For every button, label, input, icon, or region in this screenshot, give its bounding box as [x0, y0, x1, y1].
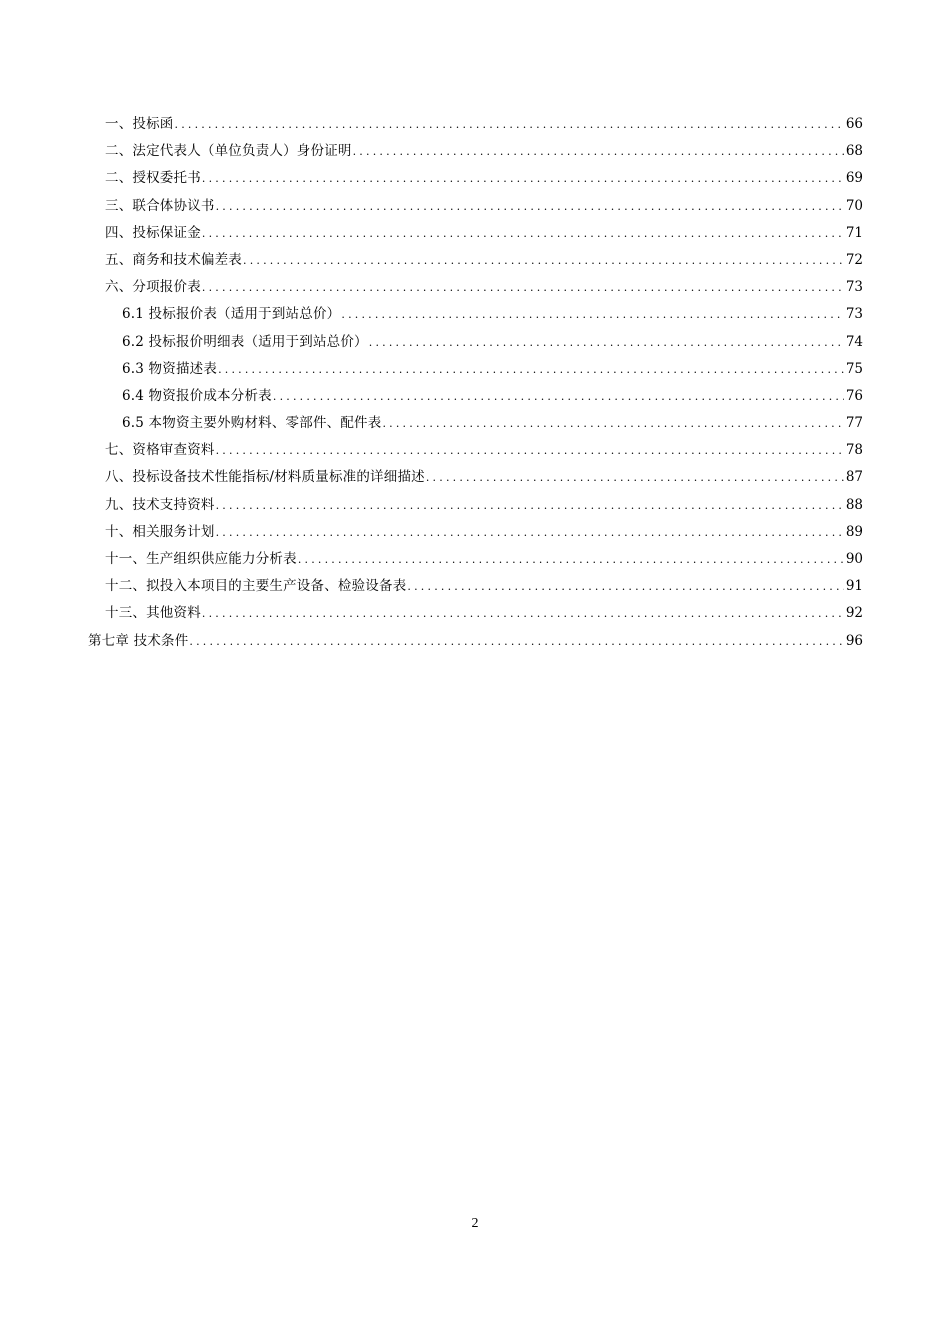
toc-entry-supply-capacity[interactable]	[0, 546, 950, 573]
toc-dot-leader	[218, 356, 844, 383]
toc-dot-leader	[426, 464, 844, 491]
table-of-contents	[0, 111, 950, 655]
toc-entry-6-1-bid-quotation[interactable]	[0, 301, 950, 328]
toc-entry-deviation-table[interactable]	[0, 247, 950, 274]
toc-dot-leader	[202, 274, 844, 301]
toc-entry-title: 四、投标保证金	[105, 224, 201, 241]
toc-dot-leader	[202, 220, 844, 247]
toc-entry-legal-representative-id[interactable]	[0, 138, 950, 165]
toc-entry-title: 十一、生产组织供应能力分析表	[105, 551, 297, 567]
toc-entry-page: 72	[845, 251, 863, 268]
toc-dot-leader	[382, 410, 843, 437]
toc-dot-leader	[216, 437, 844, 464]
toc-entry-6-5-purchased-parts[interactable]	[0, 410, 950, 437]
toc-entry-title: 三、联合体协议书	[105, 197, 215, 214]
toc-entry-6-4-cost-analysis[interactable]	[0, 383, 950, 410]
toc-entry-page: 78	[845, 442, 863, 459]
toc-entry-production-equipment[interactable]	[0, 573, 950, 600]
toc-entry-title: 二、授权委托书	[105, 170, 201, 187]
page-number: 2	[471, 1216, 479, 1231]
toc-entry-power-of-attorney[interactable]	[0, 165, 950, 192]
toc-entry-page: 90	[845, 551, 863, 567]
toc-dot-leader	[202, 165, 844, 192]
toc-entry-6-3-material-description[interactable]	[0, 356, 950, 383]
toc-dot-leader	[243, 247, 844, 274]
toc-dot-leader	[189, 628, 843, 655]
toc-dot-leader	[216, 519, 844, 546]
toc-entry-title: 6.4 物资报价成本分析表	[122, 387, 272, 404]
toc-entry-page: 71	[845, 224, 863, 241]
toc-entry-service-plan[interactable]	[0, 519, 950, 546]
toc-entry-title: 六、分项报价表	[105, 279, 201, 296]
toc-entry-page: 92	[845, 605, 863, 622]
toc-entry-page: 70	[845, 197, 863, 214]
toc-dot-leader	[341, 301, 843, 328]
toc-dot-leader	[369, 329, 844, 356]
toc-entry-other-documents[interactable]	[0, 600, 950, 627]
toc-entry-title: 6.5 本物资主要外购材料、零部件、配件表	[122, 415, 382, 432]
toc-entry-title: 八、投标设备技术性能指标/材料质量标准的详细描述	[105, 469, 425, 486]
toc-entry-title: 一、投标函	[105, 116, 174, 132]
toc-dot-leader	[273, 383, 844, 410]
toc-entry-title: 五、商务和技术偏差表	[105, 251, 242, 268]
toc-entry-qualification-documents[interactable]	[0, 437, 950, 464]
toc-entry-page: 96	[845, 632, 863, 649]
toc-entry-bid-letter[interactable]	[0, 111, 950, 138]
toc-entry-technical-support[interactable]	[0, 492, 950, 519]
toc-entry-title: 6.1 投标报价表（适用于到站总价）	[122, 306, 341, 323]
toc-entry-technical-performance[interactable]	[0, 464, 950, 491]
toc-entry-page: 66	[845, 116, 863, 132]
toc-dot-leader	[353, 138, 844, 165]
toc-entry-itemized-quotation[interactable]	[0, 274, 950, 301]
toc-entry-page: 87	[845, 469, 863, 486]
toc-entry-6-2-quotation-detail[interactable]	[0, 329, 950, 356]
toc-entry-page: 73	[845, 306, 863, 323]
toc-entry-title: 十、相关服务计划	[105, 523, 215, 540]
toc-dot-leader	[298, 546, 844, 573]
toc-dot-leader	[216, 193, 844, 220]
toc-entry-title: 十二、拟投入本项目的主要生产设备、检验设备表	[105, 578, 407, 595]
toc-entry-page: 76	[845, 387, 863, 404]
toc-entry-title: 十三、其他资料	[105, 605, 201, 622]
toc-dot-leader	[202, 600, 844, 627]
toc-entry-page: 88	[845, 496, 863, 513]
toc-entry-page: 68	[845, 143, 863, 160]
toc-entry-title: 第七章 技术条件	[88, 632, 189, 649]
toc-entry-page: 69	[845, 170, 863, 187]
toc-entry-page: 89	[845, 523, 863, 540]
toc-dot-leader	[175, 111, 844, 138]
toc-entry-page: 73	[845, 279, 863, 296]
toc-entry-bid-bond[interactable]	[0, 220, 950, 247]
toc-entry-title: 二、法定代表人（单位负责人）身份证明	[105, 143, 352, 160]
toc-entry-page: 91	[845, 578, 863, 595]
toc-entry-title: 七、资格审查资料	[105, 442, 215, 459]
toc-entry-consortium-agreement[interactable]	[0, 193, 950, 220]
toc-entry-page: 75	[845, 360, 863, 377]
toc-entry-title: 6.2 投标报价明细表（适用于到站总价）	[122, 333, 368, 350]
toc-entry-page: 77	[845, 415, 863, 432]
toc-entry-page: 74	[845, 333, 863, 350]
toc-dot-leader	[216, 492, 844, 519]
toc-dot-leader	[407, 573, 843, 600]
toc-entry-chapter-7-technical-conditions[interactable]	[0, 628, 950, 655]
toc-entry-title: 6.3 物资描述表	[122, 360, 218, 377]
toc-entry-title: 九、技术支持资料	[105, 496, 215, 513]
